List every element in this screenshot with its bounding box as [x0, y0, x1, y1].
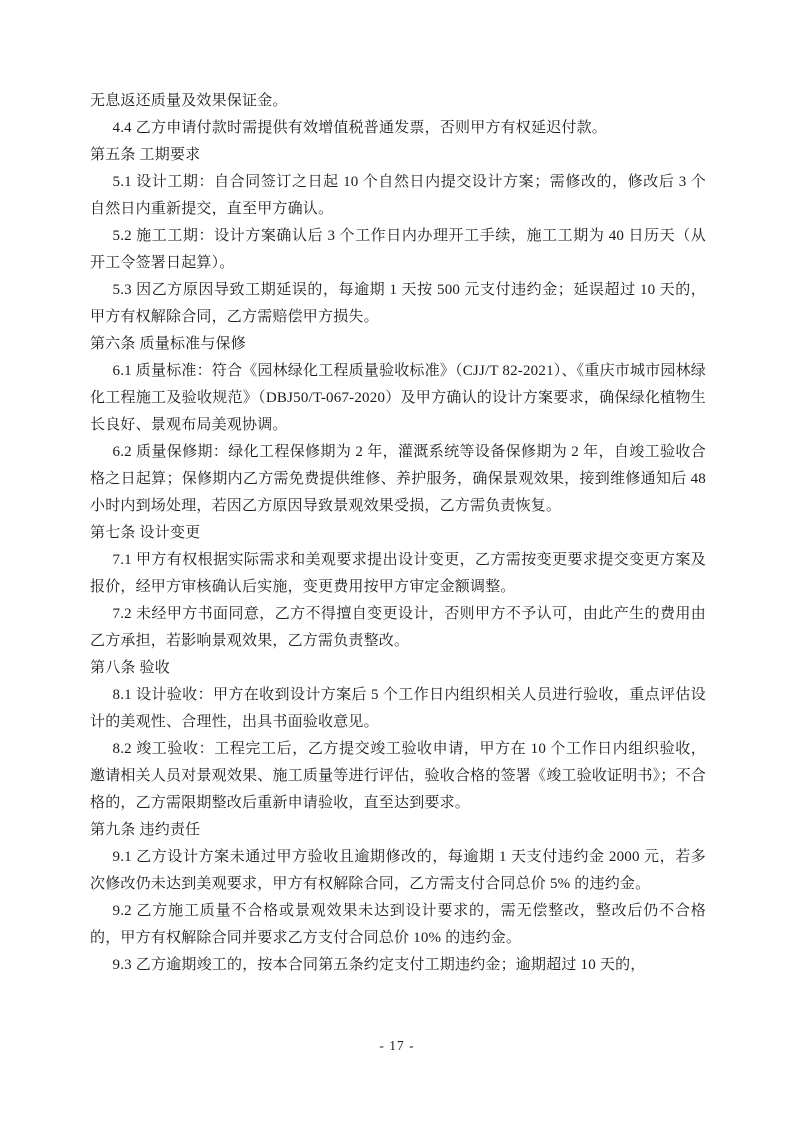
page-number: - 17 -: [379, 1038, 415, 1053]
contract-clause: 7.2 未经甲方书面同意，乙方不得擅自变更设计，否则甲方不予认可，由此产生的费用由乙方承担，若影响景观效果，乙方需负责整改。: [90, 606, 706, 649]
section-heading: 第七条 设计变更: [90, 525, 201, 541]
contract-clause: 5.3 因乙方原因导致工期延误的，每逾期 1 天按 500 元支付违约金；延误超过 10 天的，甲方有权解除合同，乙方需赔偿甲方损失。: [90, 282, 706, 325]
contract-clause: 7.1 甲方有权根据实际需求和美观要求提出设计变更，乙方需按变更要求提交变更方案及报价，经甲方审核确认后实施，变更费用按甲方审定金额调整。: [90, 552, 706, 595]
contract-clause: 8.1 设计验收：甲方在收到设计方案后 5 个工作日内组织相关人员进行验收，重点评估设计的美观性、合理性，出具书面验收意见。: [90, 687, 706, 730]
contract-clause: 9.2 乙方施工质量不合格或景观效果未达到设计要求的，需无偿整改，整改后仍不合格的，甲方有权解除合同并要求乙方支付合同总价 10% 的违约金。: [90, 903, 706, 946]
contract-body: [90, 88, 706, 979]
contract-clause: 8.2 竣工验收：工程完工后，乙方提交竣工验收申请，甲方在 10 个工作日内组织验收，邀请相关人员对景观效果、施工质量等进行评估，验收合格的签署《竣工验收证明书》；不合格的，乙方需限期整改后重新申请验收，直至达到要求。: [90, 741, 706, 811]
contract-clause: 6.2 质量保修期：绿化工程保修期为 2 年，灌溉系统等设备保修期为 2 年，自竣工验收合格之日起算；保修期内乙方需免费提供维修、养护服务，确保景观效果，接到维修通知后 48 小时内到场处理，若因乙方原因导致景观效果受损，乙方需负责恢复。: [90, 444, 706, 514]
section-heading: 第五条 工期要求: [90, 147, 201, 163]
contract-clause: 6.1 质量标准：符合《园林绿化工程质量验收标准》（CJJ/T 82-2021）、《重庆市城市园林绿化工程施工及验收规范》（DBJ50/T-067-2020）及甲方确认的设计方案要求，确保绿化植物生长良好、景观布局美观协调。: [90, 363, 706, 433]
contract-clause: 4.4 乙方申请付款时需提供有效增值税普通发票，否则甲方有权延迟付款。: [112, 120, 608, 136]
clause-continuation: 无息返还质量及效果保证金。: [90, 93, 288, 109]
contract-clause: 5.1 设计工期：自合同签订之日起 10 个自然日内提交设计方案；需修改的，修改后 3 个自然日内重新提交，直至甲方确认。: [90, 174, 706, 217]
section-heading: 第九条 违约责任: [90, 822, 201, 838]
section-heading: 第八条 验收: [90, 660, 170, 676]
contract-clause: 5.2 施工工期：设计方案确认后 3 个工作日内办理开工手续，施工工期为 40 日历天（从开工令签署日起算）。: [90, 228, 706, 271]
contract-clause: 9.1 乙方设计方案未通过甲方验收且逾期修改的，每逾期 1 天支付违约金 2000 元，若多次修改仍未达到美观要求，甲方有权解除合同，乙方需支付合同总价 5% 的违约金。: [90, 849, 706, 892]
section-heading: 第六条 质量标准与保修: [90, 336, 246, 352]
contract-clause: 9.3 乙方逾期竣工的，按本合同第五条约定支付工期违约金；逾期超过 10 天的，: [112, 957, 646, 973]
